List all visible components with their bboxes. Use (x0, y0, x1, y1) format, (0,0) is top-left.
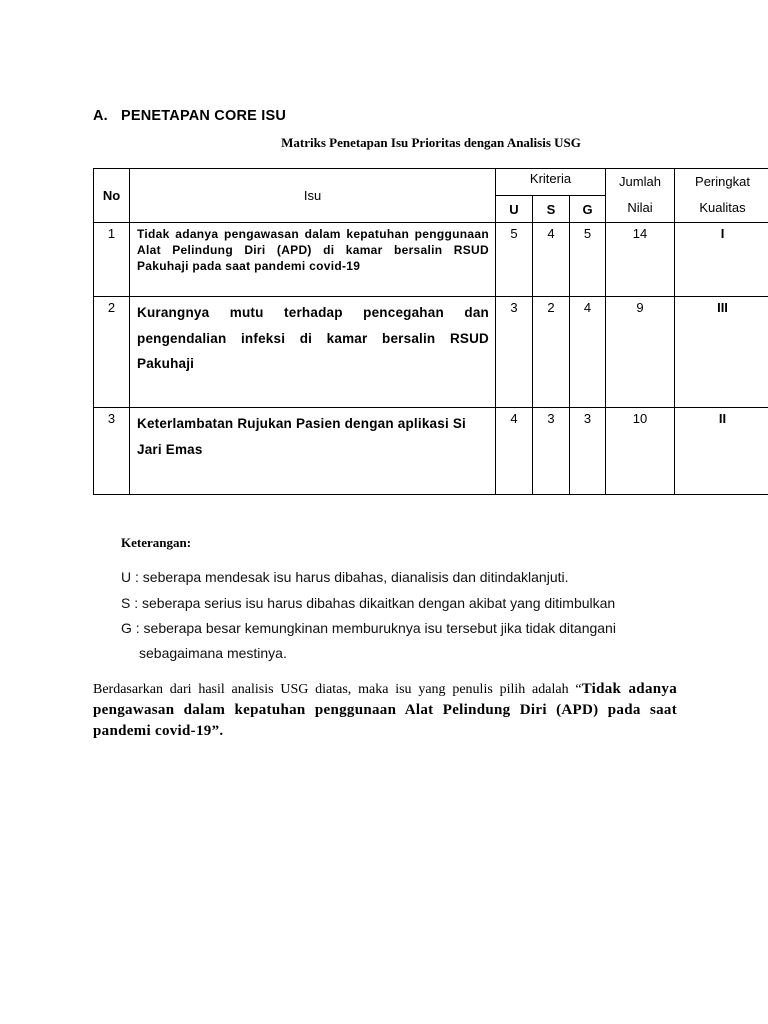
row-number: 3 (94, 408, 130, 495)
section-number: A. (93, 108, 108, 124)
header-isu: Isu (130, 169, 496, 223)
row-u-score: 3 (496, 297, 533, 408)
header-jumlah-line2: Nilai (627, 200, 653, 215)
note-s: S : seberapa serius isu harus dibahas dikaitkan dengan akibat yang ditimbulkan (121, 595, 616, 611)
row-u-score: 4 (496, 408, 533, 495)
row-u-score: 5 (496, 223, 533, 297)
header-peringkat-line2: Kualitas (699, 200, 746, 215)
row-s-score: 3 (533, 408, 570, 495)
table-row (94, 408, 768, 495)
row-number: 2 (94, 297, 130, 408)
row-g-score: 5 (570, 223, 606, 297)
conclusion-prefix: Berdasarkan dari hasil analisis USG diatas, maka isu yang penulis pilih adalah “ (93, 682, 582, 697)
notes-title: Keterangan: (121, 535, 192, 550)
section-heading (93, 108, 286, 124)
conclusion-suffix: ”. (211, 723, 224, 739)
usg-matrix-table (93, 168, 768, 495)
row-peringkat: I (675, 223, 768, 297)
header-u: U (496, 196, 533, 223)
row-number: 1 (94, 223, 130, 297)
section-title: PENETAPAN CORE ISU (121, 108, 286, 124)
header-peringkat-line1: Peringkat (695, 174, 750, 189)
row-peringkat: III (675, 297, 768, 408)
table-row (94, 223, 768, 297)
row-isu: Tidak adanya pengawasan dalam kepatuhan penggunaan Alat Pelindung Diri (APD) di kamar bersalin RSUD Pakuhaji pada saat pandemi covid-19 (130, 223, 496, 297)
matrix-title: Matriks Penetapan Isu Prioritas dengan Analisis USG (281, 135, 581, 150)
row-g-score: 4 (570, 297, 606, 408)
header-jumlah-line1: Jumlah (619, 174, 661, 189)
header-jumlah-nilai (606, 169, 675, 223)
header-g: G (570, 196, 606, 223)
row-peringkat: II (675, 408, 768, 495)
note-g: G : seberapa besar kemungkinan memburuknya isu tersebut jika tidak ditangani (121, 620, 616, 636)
table-row (94, 297, 768, 408)
header-peringkat-kualitas (675, 169, 768, 223)
header-s: S (533, 196, 570, 223)
conclusion-highlight: Tidak adanya pengawasan dalam kepatuhan penggunaan Alat Pelindung Diri (APD) pada saat pandemi covid-19 (93, 681, 677, 739)
conclusion-paragraph (93, 679, 677, 742)
row-isu: Keterlambatan Rujukan Pasien dengan aplikasi Si Jari Emas (130, 408, 496, 495)
header-no: No (94, 169, 130, 223)
row-jumlah: 14 (606, 223, 675, 297)
header-kriteria: Kriteria (496, 169, 606, 196)
row-s-score: 2 (533, 297, 570, 408)
row-s-score: 4 (533, 223, 570, 297)
note-g-continued: sebagaimana mestinya. (139, 645, 287, 661)
note-u: U : seberapa mendesak isu harus dibahas, dianalisis dan ditindaklanjuti. (121, 569, 569, 585)
row-jumlah: 9 (606, 297, 675, 408)
row-g-score: 3 (570, 408, 606, 495)
row-jumlah: 10 (606, 408, 675, 495)
row-isu: Kurangnya mutu terhadap pencegahan dan pengendalian infeksi di kamar bersalin RSUD Pakuhaji (130, 297, 496, 408)
